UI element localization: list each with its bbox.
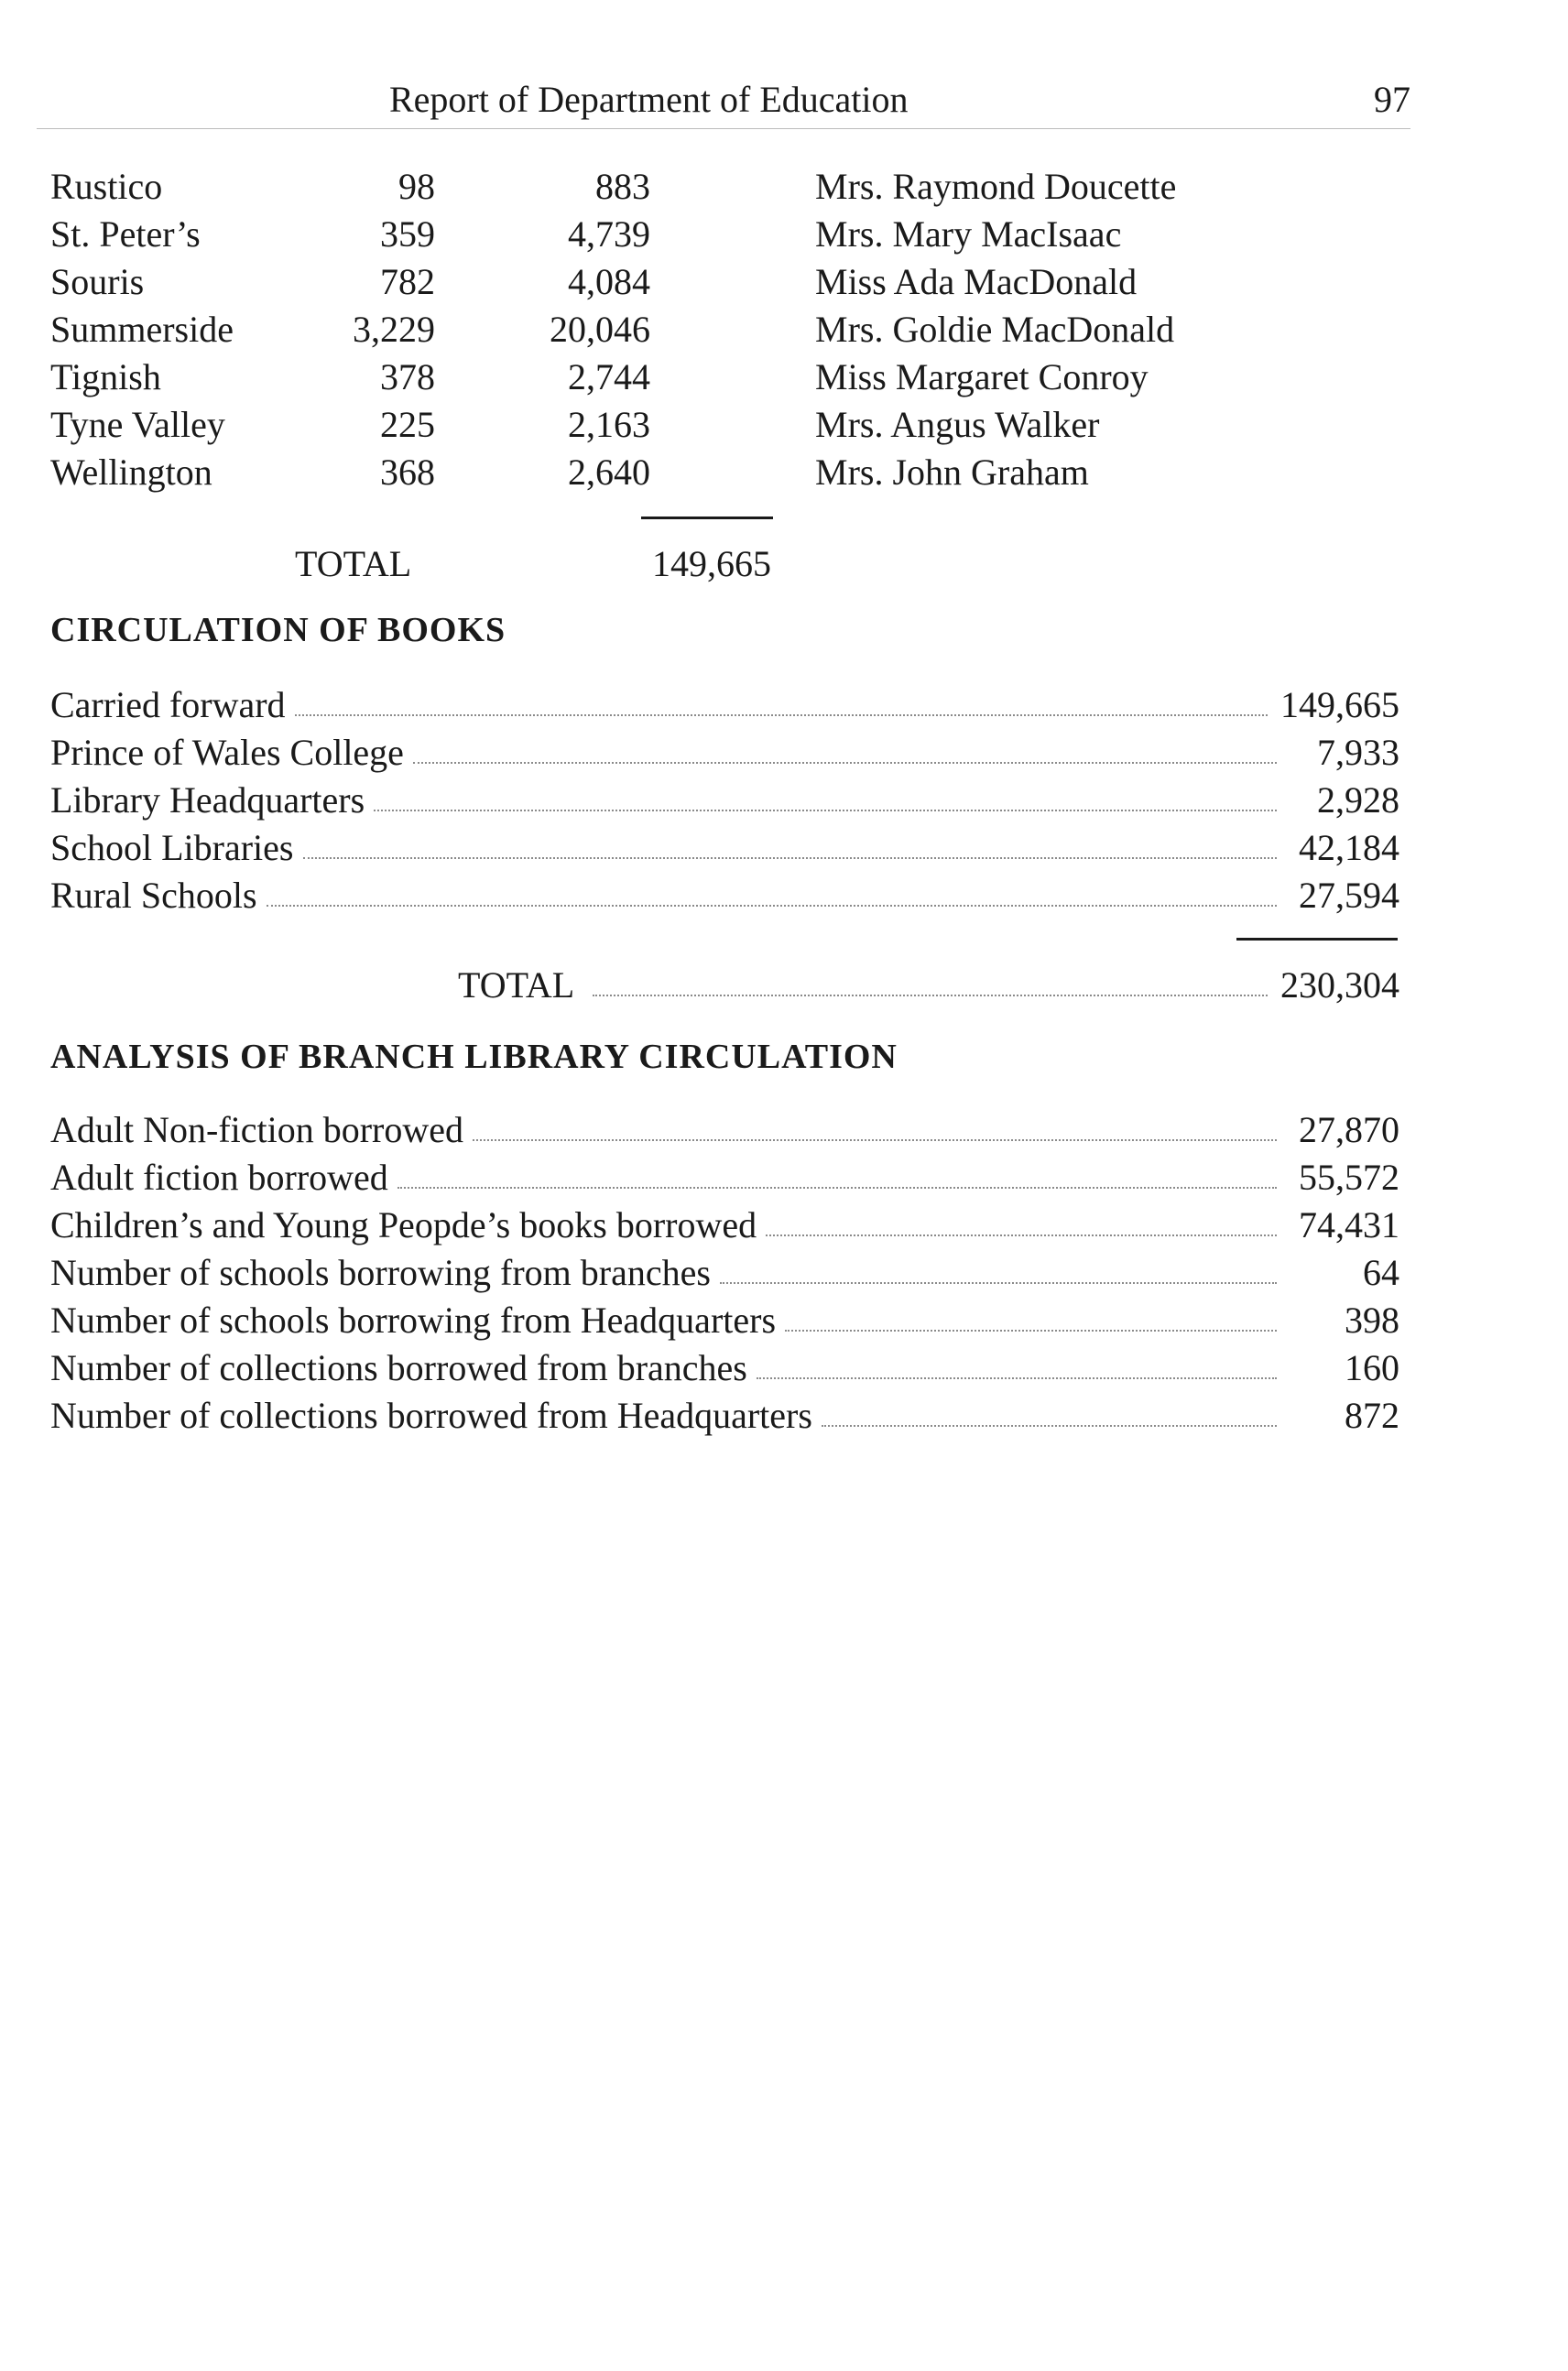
dot-leader <box>766 1234 1277 1236</box>
branch-registrations: 368 <box>380 451 435 493</box>
dot-leader <box>374 810 1277 811</box>
analysis-heading: ANALYSIS OF BRANCH LIBRARY CIRCULATION <box>50 1038 898 1076</box>
list-item <box>50 777 1399 824</box>
table-row <box>50 353 1406 401</box>
branch-name: St. Peter’s <box>50 213 201 255</box>
branch-name: Tignish <box>50 356 161 397</box>
item-value: 64 <box>1363 1252 1399 1293</box>
branch-circulation: 2,640 <box>568 451 650 493</box>
item-label: Number of schools borrowing from branches <box>50 1252 711 1293</box>
page-number: 97 <box>1374 79 1410 120</box>
item-label: Carried forward <box>50 684 286 725</box>
table-row <box>50 306 1406 353</box>
list-item <box>50 1249 1399 1297</box>
item-label: Rural Schools <box>50 875 257 916</box>
list-item <box>50 1154 1399 1202</box>
dot-leader <box>267 905 1277 907</box>
circulation-total-label: TOTAL <box>458 964 575 1006</box>
dot-leader <box>785 1330 1277 1332</box>
dot-leader <box>720 1282 1277 1284</box>
item-label: School Libraries <box>50 827 294 868</box>
branch-circulation: 2,163 <box>568 404 650 445</box>
table-row <box>50 163 1406 211</box>
list-item <box>50 729 1399 777</box>
branch-name: Tyne Valley <box>50 404 225 445</box>
list-item <box>50 1392 1399 1440</box>
branch-librarian: Miss Ada MacDonald <box>815 261 1138 302</box>
dot-leader <box>413 762 1277 764</box>
branch-total-label: TOTAL <box>295 543 412 584</box>
item-value: 160 <box>1345 1347 1399 1388</box>
branch-circulation: 4,739 <box>568 213 650 255</box>
list-item <box>50 1202 1399 1249</box>
branch-circulation: 883 <box>595 166 650 207</box>
item-label: Number of collections borrowed from Headquarters <box>50 1395 812 1436</box>
item-value: 872 <box>1345 1395 1399 1436</box>
circulation-heading: CIRCULATION OF BOOKS <box>50 611 506 649</box>
running-header <box>37 71 1410 129</box>
branch-librarian: Mrs. Angus Walker <box>815 404 1100 445</box>
circulation-total <box>458 962 1399 1009</box>
list-item <box>50 1344 1399 1392</box>
table-row <box>50 211 1406 258</box>
list-item <box>50 1106 1399 1154</box>
dot-leader <box>303 857 1278 859</box>
circulation-list <box>50 681 1399 919</box>
item-value: 27,594 <box>1299 875 1399 916</box>
dot-leader <box>822 1425 1277 1427</box>
item-label: Adult fiction borrowed <box>50 1157 388 1198</box>
branch-name: Wellington <box>50 451 212 493</box>
dot-leader <box>757 1377 1277 1379</box>
dot-leader <box>295 714 1268 716</box>
item-label: Prince of Wales College <box>50 732 404 773</box>
item-label: Library Headquarters <box>50 779 365 821</box>
branch-name: Souris <box>50 261 145 302</box>
table-row <box>50 449 1406 496</box>
list-item <box>50 872 1399 919</box>
dot-leader <box>593 995 1268 996</box>
item-value: 55,572 <box>1299 1157 1399 1198</box>
branch-librarian: Mrs. John Graham <box>815 451 1089 493</box>
sum-rule <box>641 517 773 519</box>
table-row <box>50 401 1406 449</box>
branch-librarian: Mrs. Raymond Doucette <box>815 166 1177 207</box>
table-row <box>50 258 1406 306</box>
item-label: Adult Non-fiction borrowed <box>50 1109 464 1150</box>
branch-registrations: 378 <box>380 356 435 397</box>
branch-circulation: 4,084 <box>568 261 650 302</box>
branch-registrations: 359 <box>380 213 435 255</box>
dot-leader <box>397 1187 1277 1189</box>
item-value: 398 <box>1345 1300 1399 1341</box>
branch-registrations: 782 <box>380 261 435 302</box>
circulation-total-value: 230,304 <box>1280 964 1399 1006</box>
item-value: 149,665 <box>1280 684 1399 725</box>
sum-rule <box>1236 938 1398 941</box>
branch-circulation: 20,046 <box>550 309 650 350</box>
branch-registrations: 3,229 <box>353 309 435 350</box>
branch-registrations: 225 <box>380 404 435 445</box>
branch-librarian: Miss Margaret Conroy <box>815 356 1149 397</box>
list-item <box>50 681 1399 729</box>
branch-name: Rustico <box>50 166 163 207</box>
item-value: 7,933 <box>1317 732 1399 773</box>
item-value: 27,870 <box>1299 1109 1399 1150</box>
item-label: Children’s and Young Peopde’s books borrowed <box>50 1204 757 1245</box>
item-label: Number of collections borrowed from branches <box>50 1347 747 1388</box>
list-item <box>50 824 1399 872</box>
branch-table <box>50 163 1406 496</box>
analysis-list <box>50 1106 1399 1440</box>
list-item <box>50 1297 1399 1344</box>
dot-leader <box>473 1139 1277 1141</box>
branch-circulation: 2,744 <box>568 356 650 397</box>
branch-name: Summerside <box>50 309 234 350</box>
item-value: 74,431 <box>1299 1204 1399 1245</box>
branch-total-value: 149,665 <box>652 543 771 584</box>
branch-registrations: 98 <box>398 166 435 207</box>
item-value: 42,184 <box>1299 827 1399 868</box>
branch-librarian: Mrs. Mary MacIsaac <box>815 213 1122 255</box>
header-title: Report of Department of Education <box>389 79 909 120</box>
item-label: Number of schools borrowing from Headquarters <box>50 1300 777 1341</box>
branch-librarian: Mrs. Goldie MacDonald <box>815 309 1175 350</box>
item-value: 2,928 <box>1317 779 1399 821</box>
